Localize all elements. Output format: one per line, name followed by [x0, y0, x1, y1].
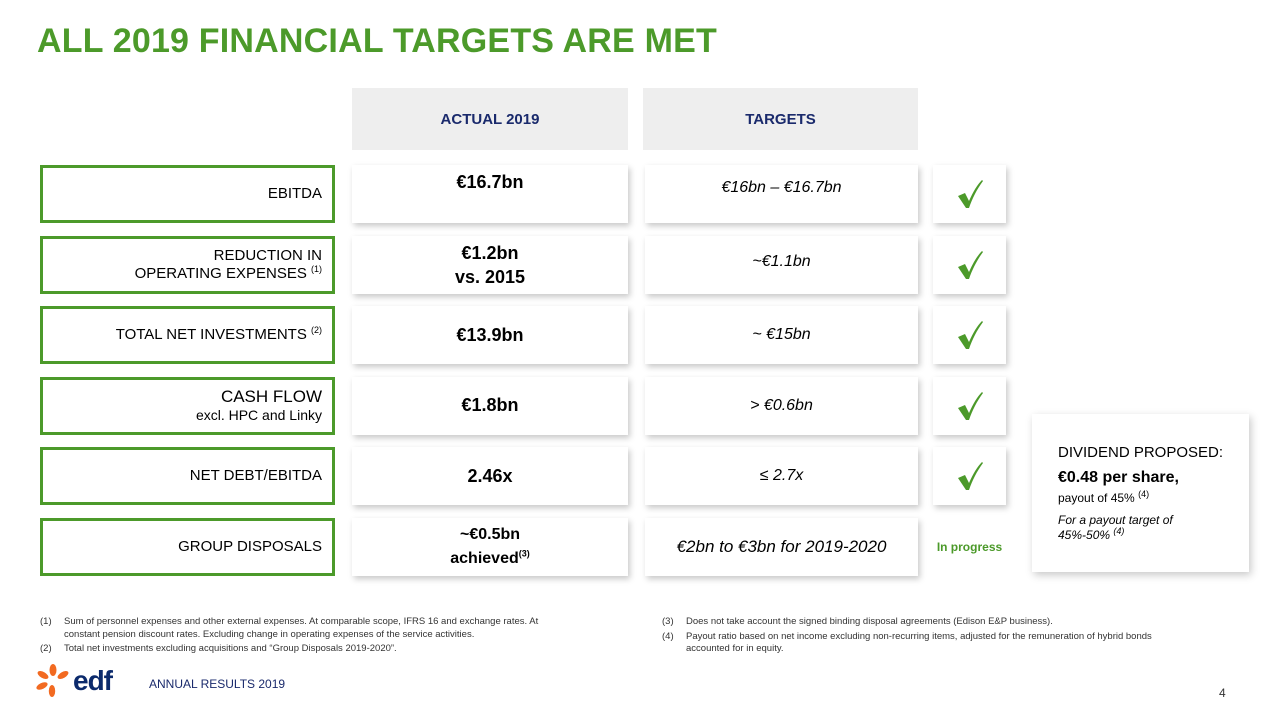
- target-value: ~€1.1bn: [752, 253, 811, 270]
- footnotes-left: [40, 616, 640, 656]
- target-disposals: [645, 518, 918, 576]
- footnotes-right: [662, 616, 1262, 656]
- logo-text: edf: [73, 665, 112, 696]
- target-netdebt: [645, 447, 918, 505]
- row-label-line2: OPERATING EXPENSES: [134, 265, 307, 282]
- actual-ebitda: [352, 165, 628, 223]
- actual-value: €1.8bn: [461, 395, 519, 415]
- dividend-box: [1032, 414, 1249, 572]
- dividend-amount: €0.48 per share,: [1058, 469, 1179, 486]
- row-label-line1: CASH FLOW: [220, 387, 322, 406]
- header-targets: TARGETS: [643, 88, 918, 150]
- page-number: 4: [1219, 686, 1226, 700]
- footer-label: ANNUAL RESULTS 2019: [149, 677, 286, 691]
- footnote-item: (2) Total net investments excluding acquisitions and “Group Disposals 2019-2020”.: [40, 643, 397, 654]
- dividend-target-line1: For a payout target of: [1058, 513, 1173, 527]
- target-value: €16bn – €16.7bn: [721, 179, 842, 196]
- check-icon: [956, 460, 984, 492]
- actual-value-sub: vs. 2015: [454, 267, 526, 287]
- actual-value: ~€0.5bn: [459, 526, 521, 543]
- actual-cashflow: [352, 377, 628, 435]
- check-icon: [956, 390, 984, 422]
- row-label-opex: [40, 236, 335, 294]
- footnote-ref: (1): [311, 264, 322, 274]
- dividend-heading: DIVIDEND PROPOSED:: [1058, 444, 1224, 461]
- actual-value-sub: achieved: [450, 550, 519, 567]
- footnote-item: (3) Does not take account the signed binding disposal agreements (Edison E&P business).: [662, 616, 1053, 627]
- status-investments: [933, 306, 1006, 364]
- actual-value: 2.46x: [467, 466, 513, 486]
- actual-investments: [352, 306, 628, 364]
- actual-opex: [352, 236, 628, 294]
- dividend-payout: payout of 45%: [1058, 491, 1135, 505]
- check-icon: [956, 178, 984, 210]
- row-label-line1: REDUCTION IN: [213, 247, 322, 264]
- row-label-text: NET DEBT/EBITDA: [189, 467, 322, 484]
- page-title: ALL 2019 FINANCIAL TARGETS ARE MET: [37, 22, 717, 60]
- target-cashflow: [645, 377, 918, 435]
- footnote-item: (1) Sum of personnel expenses and other external expenses. At comparable scope, IFRS 16 and exchange rates. At constant pension discount rates. Excluding change in operating expenses of the service activities.: [40, 616, 539, 640]
- edf-logo: [35, 664, 112, 698]
- target-value: ≤ 2.7x: [759, 467, 804, 484]
- status-netdebt: [933, 447, 1006, 505]
- target-ebitda: [645, 165, 918, 223]
- row-label-text: TOTAL NET INVESTMENTS: [115, 326, 307, 343]
- row-label-netdebt: [40, 447, 335, 505]
- status-disposals: [933, 518, 1006, 576]
- check-icon: [956, 249, 984, 281]
- footnote-ref: (4): [1113, 526, 1125, 536]
- actual-netdebt: [352, 447, 628, 505]
- actual-value: €1.2bn: [461, 243, 519, 263]
- target-opex: [645, 236, 918, 294]
- check-icon: [956, 319, 984, 351]
- row-label-investments: [40, 306, 335, 364]
- footnote-ref: (3): [518, 548, 530, 559]
- target-value: ~ €15bn: [752, 326, 811, 343]
- target-value: €2bn to €3bn for 2019-2020: [676, 537, 887, 556]
- status-cashflow: [933, 377, 1006, 435]
- status-opex: [933, 236, 1006, 294]
- target-investments: [645, 306, 918, 364]
- row-label-text: GROUP DISPOSALS: [178, 538, 322, 555]
- footnote-item: (4) Payout ratio based on net income excluding non-recurring items, adjusted for the remuneration of hybrid bonds accounted for in equity.: [662, 630, 1152, 654]
- header-actual: ACTUAL 2019: [352, 88, 628, 150]
- row-label-text: EBITDA: [267, 185, 322, 202]
- row-label-cashflow: [40, 377, 335, 435]
- row-label-ebitda: [40, 165, 335, 223]
- actual-value: €16.7bn: [456, 172, 524, 192]
- row-label-disposals: [40, 518, 335, 576]
- footnote-ref: (4): [1138, 489, 1150, 499]
- dividend-target-line2: 45%-50%: [1058, 528, 1111, 542]
- status-ebitda: [933, 165, 1006, 223]
- edf-flame-icon: [35, 664, 71, 698]
- target-value: > €0.6bn: [750, 397, 813, 414]
- actual-disposals: [352, 518, 628, 576]
- footnote-ref: (2): [311, 325, 322, 335]
- row-label-line2: excl. HPC and Linky: [195, 407, 322, 423]
- in-progress-label: In progress: [936, 540, 1003, 554]
- actual-value: €13.9bn: [456, 325, 524, 345]
